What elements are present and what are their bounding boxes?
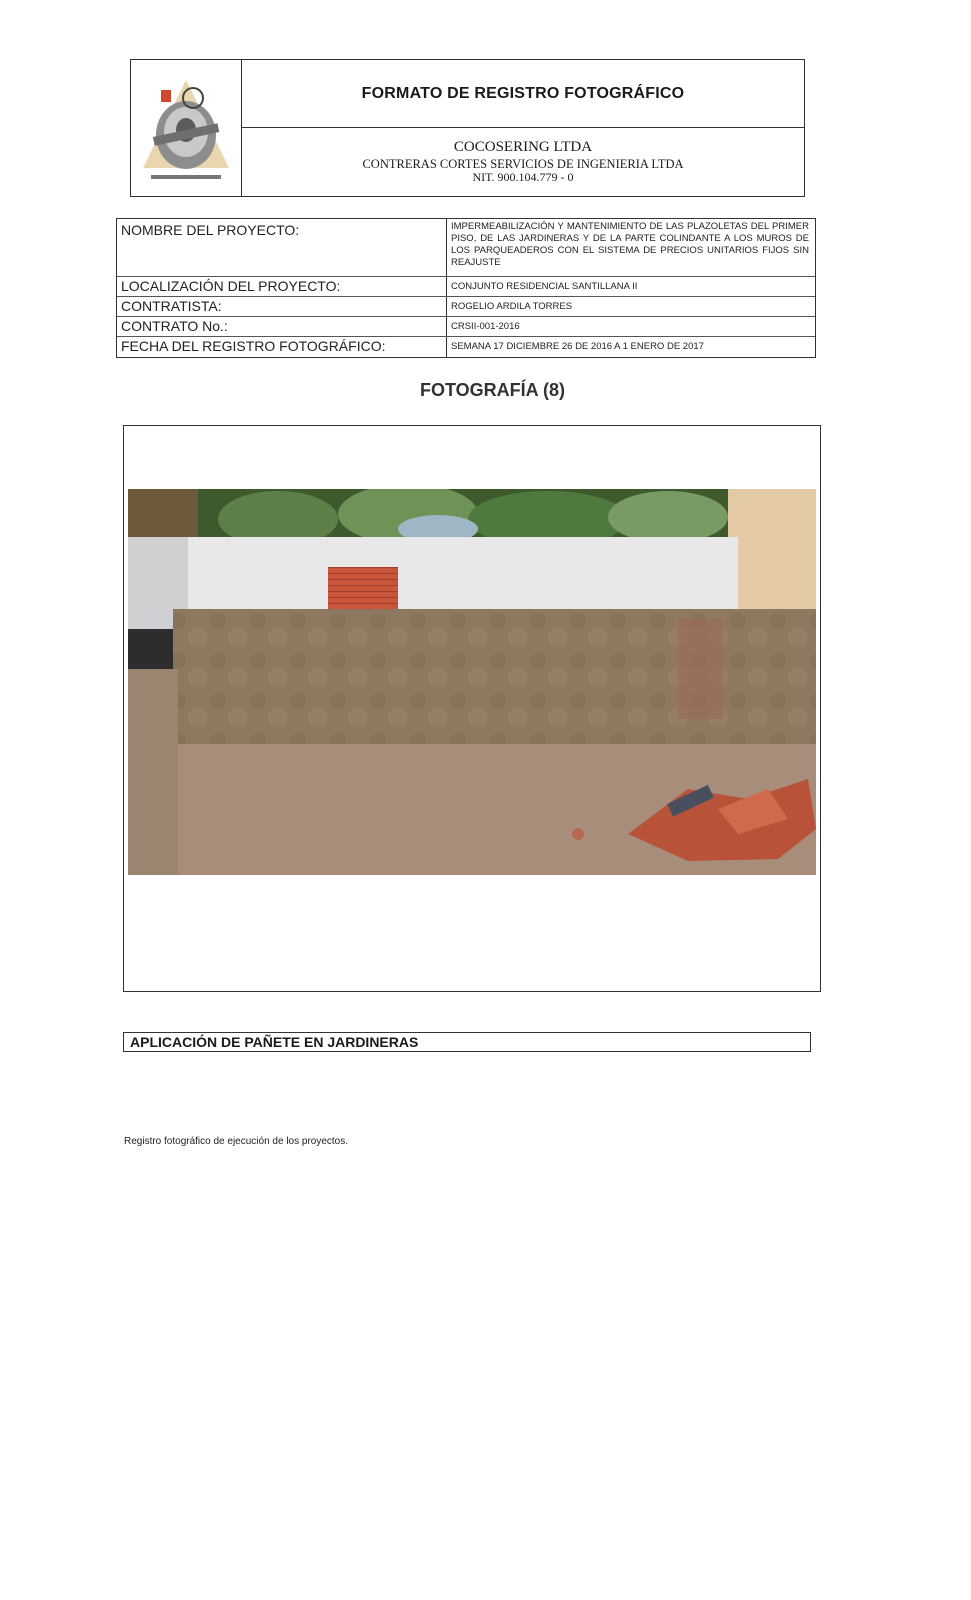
project-info-table: [116, 218, 816, 358]
company-nit: NIT. 900.104.779 - 0: [472, 169, 574, 184]
header-box: [130, 59, 805, 197]
info-row: [117, 317, 815, 337]
info-value: SEMANA 17 DICIEMBRE 26 DE 2016 A 1 ENERO DE 2017: [446, 337, 813, 357]
photo-caption: APLICACIÓN DE PAÑETE EN JARDINERAS: [123, 1032, 811, 1052]
info-label: CONTRATISTA:: [121, 298, 222, 314]
info-value: CONJUNTO RESIDENCIAL SANTILLANA II: [446, 277, 813, 296]
info-label: NOMBRE DEL PROYECTO:: [121, 222, 300, 238]
company-logo: [131, 60, 242, 196]
info-value: ROGELIO ARDILA TORRES: [446, 297, 813, 316]
info-value: IMPERMEABILIZACIÓN Y MANTENIMIENTO DE LAS PLAZOLETAS DEL PRIMER PISO, DE LAS JARDINERAS Y DE LA PARTE COLINDANTE A LOS MUROS DE LOS PARQUEADEROS CON EL SISTEMA DE PRECIOS UNITARIOS FIJOS SIN REAJUSTE: [446, 219, 813, 276]
info-row: [117, 337, 815, 357]
company-block: [242, 128, 804, 196]
info-row: [117, 277, 815, 297]
logo-cell: [131, 60, 242, 196]
photo-title: FOTOGRAFÍA (8): [420, 380, 565, 400]
info-label: CONTRATO No.:: [121, 318, 228, 334]
company-full-name: CONTRERAS CORTES SERVICIOS DE INGENIERIA LTDA: [362, 156, 684, 171]
site-photo: [128, 489, 816, 875]
footer-note: Registro fotográfico de ejecución de los proyectos.: [124, 1136, 349, 1147]
info-label: LOCALIZACIÓN DEL PROYECTO:: [121, 278, 341, 294]
info-row: [117, 219, 815, 277]
info-row: [117, 297, 815, 317]
form-title: FORMATO DE REGISTRO FOTOGRÁFICO: [242, 60, 804, 128]
info-label: FECHA DEL REGISTRO FOTOGRÁFICO:: [121, 338, 386, 354]
info-value: CRSII-001-2016: [446, 317, 813, 336]
company-name: COCOSERING LTDA: [453, 139, 593, 156]
